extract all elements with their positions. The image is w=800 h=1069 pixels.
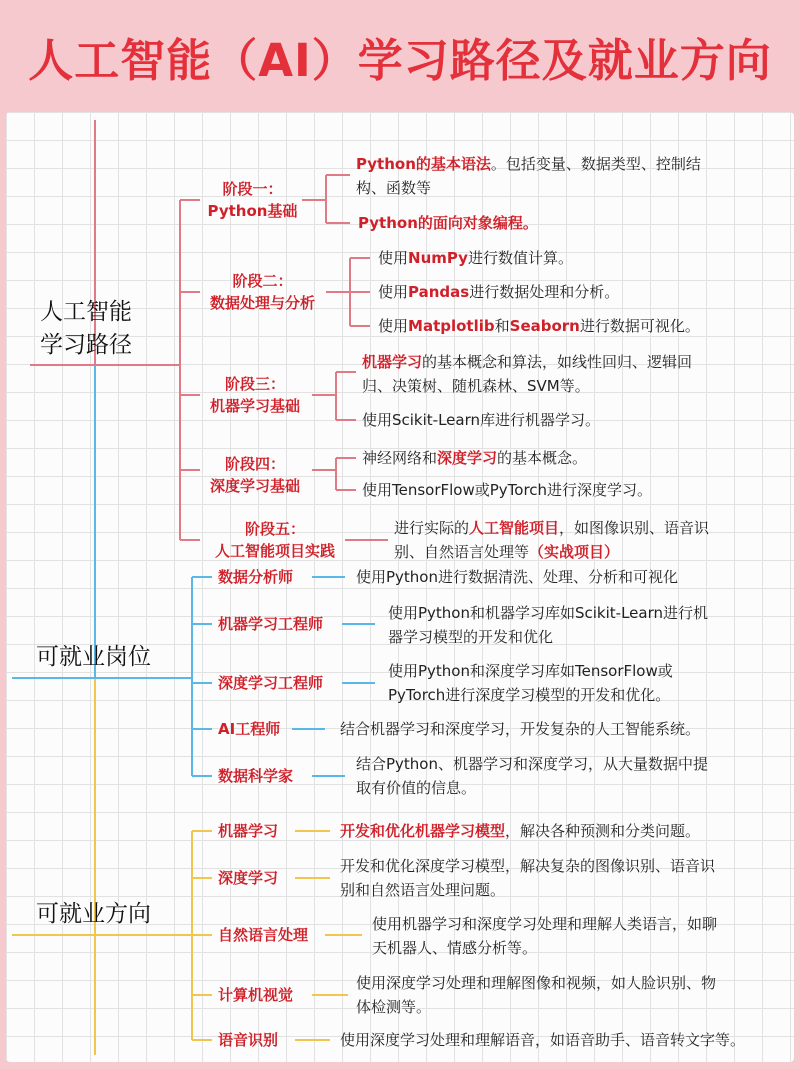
highlight-text: （实战项目）	[529, 543, 620, 561]
stage-5-item-1	[394, 516, 709, 564]
job-ml-engineer-desc	[388, 601, 708, 649]
desc-line: 使用Python和深度学习库如TensorFlow或	[388, 662, 673, 680]
desc-line: 开发和优化深度学习模型，解决复杂的图像识别、语音识	[340, 857, 716, 875]
stage-3	[200, 373, 310, 417]
direction-speech: 语音识别	[218, 1031, 279, 1049]
page-title: 人工智能（AI）学习路径及就业方向	[28, 33, 772, 87]
highlight-text: Pandas	[408, 283, 470, 301]
job-data-scientist-desc	[356, 752, 708, 800]
stage-2-title: 数据处理与分析	[209, 294, 315, 312]
desc-line: 使用机器学习和深度学习处理和理解人类语言，如聊	[372, 915, 718, 933]
item-text: 的基本概念和算法，如线性回归、逻辑回	[422, 353, 693, 371]
item-text: 进行数据可视化。	[579, 317, 700, 335]
stage-4-number: 阶段四：	[224, 455, 285, 473]
category-jobs: 可就业岗位	[36, 644, 151, 670]
highlight-text: Seaborn	[509, 317, 580, 335]
highlight-text: NumPy	[408, 249, 468, 267]
stage-1-title: Python基础	[207, 202, 298, 220]
job-data-scientist: 数据科学家	[218, 767, 294, 785]
desc-line: PyTorch进行深度学习模型的开发和优化。	[388, 686, 671, 704]
category-learning-path-line2: 学习路径	[40, 332, 132, 358]
direction-nlp-desc	[372, 912, 717, 960]
job-data-analyst: 数据分析师	[218, 568, 294, 586]
desc-line: 天机器人、情感分析等。	[372, 939, 538, 957]
category-directions: 可就业方向	[36, 901, 151, 927]
stage-4-title: 深度学习基础	[209, 477, 300, 495]
stage-1-item-1	[356, 152, 701, 200]
item-text: 和	[494, 317, 510, 335]
item-text: 。包括变量、数据类型、控制结	[490, 155, 701, 173]
item-text: 神经网络和	[362, 449, 438, 467]
direction-nlp: 自然语言处理	[218, 926, 309, 944]
desc-line: 别和自然语言处理问题。	[340, 881, 506, 899]
stage-2	[200, 270, 325, 314]
stage-5-number: 阶段五：	[244, 520, 305, 538]
item-text: 进行数值计算。	[467, 249, 573, 267]
stage-3-title: 机器学习基础	[209, 397, 300, 415]
stage-2-number: 阶段二：	[232, 272, 293, 290]
job-ml-engineer: 机器学习工程师	[218, 615, 324, 633]
highlight-text: Matplotlib	[408, 317, 495, 335]
desc-line: 器学习模型的开发和优化	[388, 628, 554, 646]
stage-2-item-3	[378, 314, 700, 338]
direction-dl-desc	[340, 854, 715, 902]
direction-ml: 机器学习	[218, 822, 279, 840]
stage-2-item-2	[378, 280, 619, 304]
stage-1-item-2	[358, 211, 538, 235]
job-data-analyst-desc: 使用Python进行数据清洗、处理、分析和可视化	[356, 568, 678, 586]
stage-3-number: 阶段三：	[224, 375, 285, 393]
desc-line: 取有价值的信息。	[356, 779, 477, 797]
item-text: 使用	[378, 283, 409, 301]
stage-1	[205, 178, 300, 222]
desc-line: 结合Python、机器学习和深度学习，从大量数据中提	[356, 755, 708, 773]
highlight-text: 深度学习	[437, 449, 498, 467]
item-text: ，如图像识别、语音识	[559, 519, 710, 537]
item-text: 使用	[378, 249, 409, 267]
stage-5	[205, 518, 345, 562]
highlight-text: 人工智能项目	[469, 519, 560, 537]
item-text: 进行实际的	[394, 519, 470, 537]
job-ai-engineer: AI工程师	[218, 720, 281, 738]
desc-line: 使用Python和机器学习库如Scikit-Learn进行机	[388, 604, 709, 622]
item-text: 归、决策树、随机森林、SVM等。	[362, 377, 590, 395]
job-dl-engineer: 深度学习工程师	[218, 674, 324, 692]
stage-4	[200, 453, 310, 497]
stage-3-item-1	[362, 350, 692, 398]
stage-1-number: 阶段一：	[222, 180, 283, 198]
item-text: 进行数据处理和分析。	[469, 283, 620, 301]
item-text: 的基本概念。	[497, 449, 588, 467]
direction-ml-desc	[340, 819, 700, 843]
highlight-text: 开发和优化机器学习模型	[340, 822, 506, 840]
direction-cv-desc	[356, 971, 716, 1019]
item-text: 使用	[378, 317, 409, 335]
direction-cv: 计算机视觉	[218, 986, 294, 1004]
highlight-text: Python的面向对象编程。	[358, 214, 538, 232]
job-dl-engineer-desc	[388, 659, 673, 707]
desc-line: 使用深度学习处理和理解图像和视频，如人脸识别、物	[356, 974, 717, 992]
desc-line: ，解决各种预测和分类问题。	[505, 822, 701, 840]
job-ai-engineer-desc: 结合机器学习和深度学习，开发复杂的人工智能系统。	[340, 720, 701, 738]
direction-dl: 深度学习	[218, 869, 279, 887]
stage-5-title: 人工智能项目实践	[214, 542, 335, 560]
stage-4-item-2: 使用TensorFlow或PyTorch进行深度学习。	[362, 481, 653, 499]
item-text: 构、函数等	[356, 179, 432, 197]
item-text: 别、自然语言处理等	[394, 543, 530, 561]
desc-line: 体检测等。	[356, 998, 432, 1016]
highlight-text: 机器学习	[362, 353, 423, 371]
direction-speech-desc: 使用深度学习处理和理解语音，如语音助手、语音转文字等。	[340, 1031, 746, 1049]
stage-4-item-1	[362, 446, 587, 470]
category-learning-path-line1: 人工智能	[40, 299, 132, 325]
stage-3-item-2: 使用Scikit-Learn库进行机器学习。	[362, 411, 601, 429]
highlight-text: Python的基本语法	[356, 155, 491, 173]
stage-2-item-1	[378, 246, 573, 270]
